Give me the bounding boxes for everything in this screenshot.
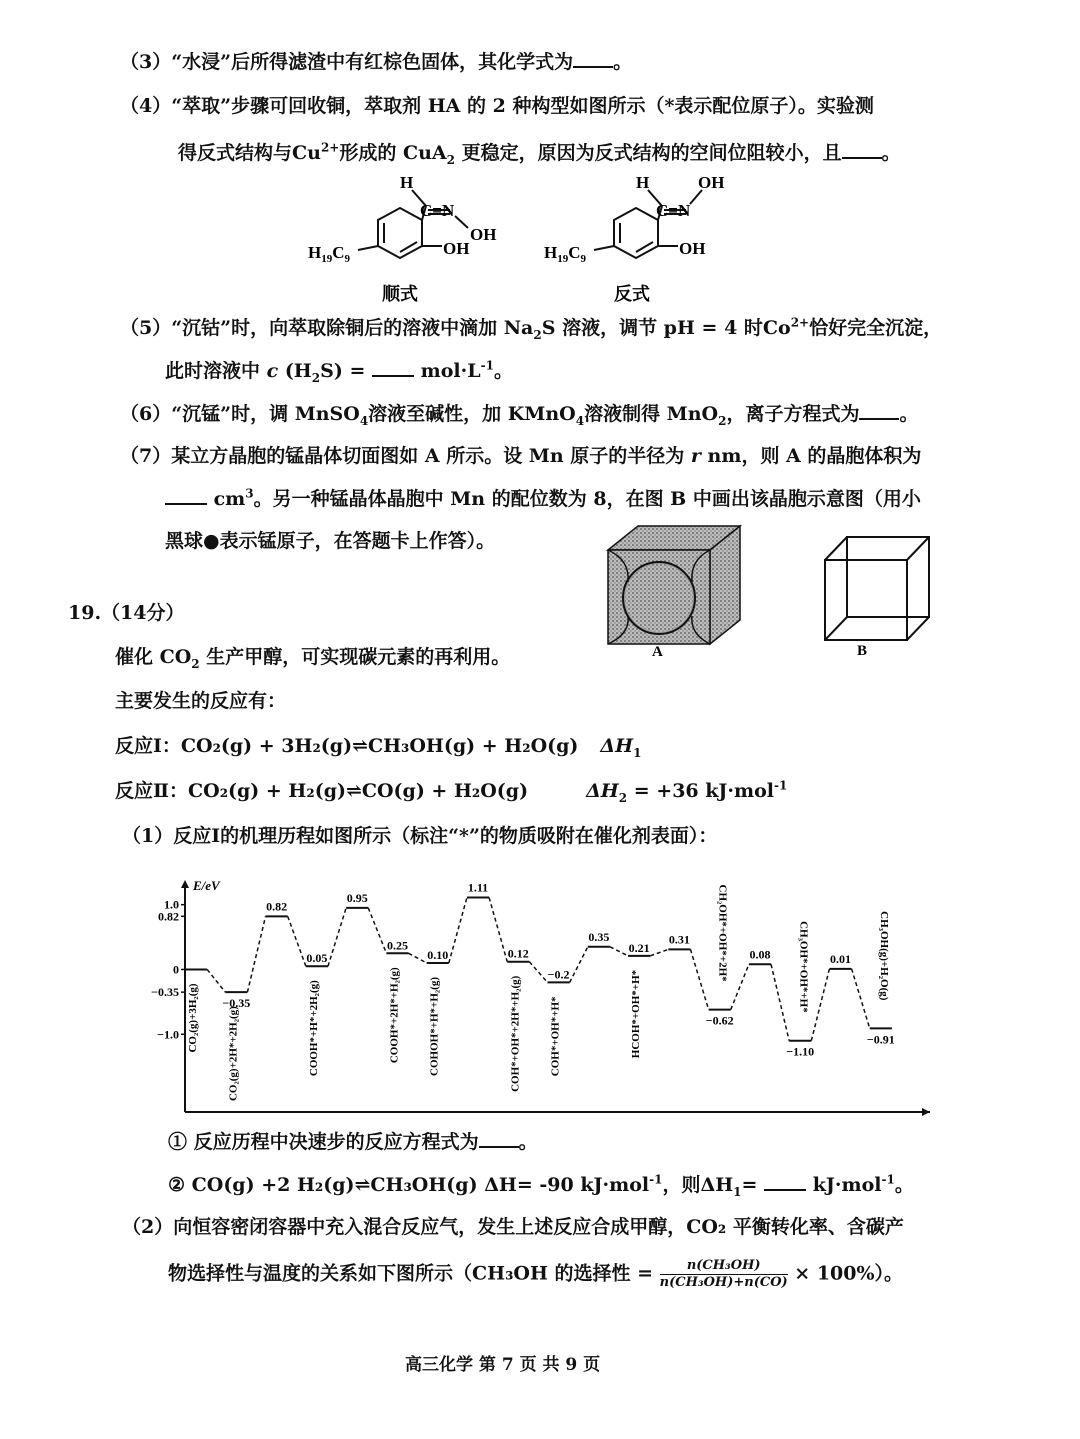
energy-value-label: 0.08 (749, 947, 771, 962)
question-7-line3 (165, 528, 495, 554)
energy-value-label: 0.31 (668, 932, 690, 947)
q3-end: 。 (613, 51, 633, 73)
q19-1-1-text: ① 反应历程中决速步的反应方程式为 (168, 1131, 479, 1153)
q4-text: （4）“萃取”步骤可回收铜，萃取剂 HA 的 2 种构型如图所示（*表示配位原子）。实验测 (120, 95, 874, 117)
species-label: COH*+OH*+2H*+H₂(g) (509, 975, 522, 1092)
fraction-numerator: n(CH₃OH) (660, 1258, 788, 1275)
ha-structures-figure (300, 168, 740, 308)
rxn1-dh-sub: 1 (633, 745, 642, 760)
energy-value-label: 1.11 (467, 880, 489, 895)
transition-connector (731, 964, 749, 1009)
species-label: COHOH*+H*+H₂(g) (428, 976, 441, 1076)
h-label-trans: H (636, 173, 650, 192)
cis-label: 顺式 (382, 284, 418, 304)
q3-text: （3）“水浸”后所得滤渣中有红棕色固体，其化学式为 (120, 51, 574, 73)
question-4-line2 (178, 139, 901, 166)
q7-text-e: 黑球●表示锰原子，在答题卡上作答）。 (165, 530, 496, 552)
rxn1-equation: CO₂(g) + 3H₂(g)⇌CH₃OH(g) + H₂O(g) (180, 735, 579, 757)
q19-1-2-b: ，则ΔH (662, 1174, 734, 1196)
species-label: COOH*+H*+2H₂(g) (307, 980, 320, 1077)
figure-a-label: A (652, 644, 663, 660)
x-axis-arrow (922, 1108, 930, 1116)
q5-unit-sup: -1 (480, 358, 494, 373)
energy-value-label: 0.82 (266, 899, 288, 914)
q19-1-2-d: kJ·mol (806, 1174, 882, 1196)
question-19-2-line2 (168, 1258, 903, 1291)
q4-text-b: 形成的 CuA (339, 142, 447, 164)
q19-1-1-end: 。 (518, 1131, 538, 1153)
cube-outline[interactable] (825, 537, 929, 640)
transition-connector (409, 953, 427, 963)
answer-blank (573, 48, 613, 68)
q5-unit: mol·L (414, 360, 481, 382)
q6-text-a: （6）“沉锰”时，调 MnSO (120, 403, 360, 425)
question-4-line1 (120, 93, 874, 119)
q7-text-a: （7）某立方晶胞的锰晶体切面图如 A 所示。设 Mn 原子的半径为 (120, 445, 691, 467)
q19-main: 主要发生的反应有： (115, 690, 287, 712)
q4-cu-charge: 2+ (320, 140, 340, 155)
q5-sub2: 2 (311, 370, 321, 385)
species-label: CH₃OH*+OH*+H* (797, 921, 810, 1013)
species-label: CO₂(g)+2H*+2H₂(g) (227, 1006, 240, 1102)
reaction-2 (115, 778, 787, 804)
q19-1-2-sub: 1 (733, 1184, 742, 1199)
question-19-2-line1 (122, 1214, 904, 1240)
rxn2-dh: ΔH (586, 780, 619, 802)
h-label: H (400, 173, 414, 192)
cn-label-trans: C=N (656, 201, 691, 220)
y-tick-label: 1.0 (164, 897, 179, 912)
answer-blank (479, 1128, 519, 1148)
alkyl-label: $H_{19}C_9$ (308, 243, 351, 265)
q5-co-charge: 2+ (790, 315, 810, 330)
question-5-line1 (120, 315, 942, 341)
question-19-1-2 (168, 1171, 914, 1198)
species-label: CO₂(g)+3H₂(g) (187, 983, 200, 1053)
rxn2-equation: CO₂(g) + H₂(g)⇌CO(g) + H₂O(g) (188, 780, 529, 802)
answer-blank (165, 485, 207, 505)
energy-profile-chart (130, 870, 940, 1120)
energy-value-label: −0.62 (705, 1013, 734, 1028)
energy-value-label: −0.35 (222, 996, 251, 1011)
q19-1-2-sup2: -1 (881, 1172, 895, 1187)
answer-blank (842, 139, 882, 159)
transition-connector (247, 916, 265, 992)
oh-label-2: OH (443, 239, 470, 258)
rxn2-value: = +36 kJ·mol (627, 780, 775, 802)
q6-sub-b: 4 (575, 413, 585, 428)
q5-c: c (266, 360, 279, 382)
q6-sub-a: 4 (359, 413, 369, 428)
energy-value-label: 0.01 (830, 951, 852, 966)
species-label: CH₂OH*+OH*+2H* (716, 884, 729, 982)
question-7-line2 (165, 485, 921, 512)
q19-intro-a: 催化 CO (115, 646, 192, 668)
figure-b-label: B (857, 643, 868, 659)
cn-label: C=N (420, 201, 455, 220)
transition-connector (207, 969, 225, 992)
transition-connector (368, 908, 386, 953)
q4-text-c: 更稳定，原因为反式结构的空间位阻较小，且 (455, 142, 842, 164)
reaction-1 (115, 733, 641, 759)
q19-1-2-end: 。 (894, 1174, 914, 1196)
energy-value-label: 0.95 (346, 890, 368, 905)
y-axis-label: E/eV (193, 878, 220, 893)
q6-text-b: 溶液至碱性，加 KMnO (368, 403, 576, 425)
q6-text-d: ，离子方程式为 (726, 403, 860, 425)
transition-connector (489, 898, 507, 962)
rxn2-sup: -1 (774, 778, 788, 793)
oh-label-trans: OH (698, 173, 725, 192)
q7-text-d: 。另一种锰晶体晶胞中 Mn 的配位数为 8，在图 B 中画出该晶胞示意图（用小 (253, 488, 921, 510)
q4-sub: 2 (446, 152, 455, 167)
transition-connector (288, 916, 306, 966)
rxn1-dh: ΔH (600, 735, 634, 757)
q5-text-b: S 溶液，调节 pH = 4 时Co (541, 317, 791, 339)
q6-sub-c: 2 (718, 413, 727, 428)
q7-r: r (690, 445, 701, 467)
crystal-figure-a (600, 520, 750, 660)
crystal-figure-b (815, 525, 945, 660)
species-label: CH₃OH(g)+H₂O(g) (877, 911, 890, 1001)
q7-text-b: nm，则 A 的晶胞体积为 (700, 445, 922, 467)
q5-text-c: 恰好完全沉淀， (809, 317, 943, 339)
fraction-denominator: n(CH₃OH)+n(CO) (659, 1275, 788, 1290)
q5-text-e: (H (278, 360, 312, 382)
oh-label: OH (470, 225, 497, 244)
q19-header: 19.（14分） (68, 602, 185, 624)
energy-value-label: 0.21 (628, 940, 650, 955)
question-19-main (115, 688, 286, 714)
energy-value-label: −1.10 (786, 1044, 815, 1059)
energy-value-label: 0.10 (427, 947, 449, 962)
q5-text-d: 此时溶液中 (165, 360, 267, 382)
oh-label-trans-2: OH (679, 239, 706, 258)
q7-text-c: cm (207, 488, 246, 510)
question-5-line2 (165, 357, 513, 384)
y-tick-label: 0 (173, 962, 179, 977)
question-3 (120, 48, 632, 75)
energy-value-label: −0.2 (547, 967, 570, 982)
rxn1-label: 反应Ⅰ： (115, 735, 181, 757)
energy-value-label: −0.91 (866, 1032, 895, 1047)
question-6 (120, 400, 918, 427)
question-19-1-1 (168, 1128, 538, 1155)
q5-text-a: （5）“沉钴”时，向萃取除铜后的溶液中滴加 Na (120, 317, 534, 339)
transition-connector (650, 949, 668, 955)
answer-blank (372, 357, 414, 377)
energy-value-label: 0.25 (386, 938, 408, 953)
answer-blank (764, 1171, 806, 1191)
q5-end: 。 (493, 360, 513, 382)
question-19-intro (115, 644, 510, 670)
transition-connector (328, 908, 346, 966)
q4-text-a: 得反式结构与Cu (178, 142, 321, 164)
q6-text-c: 溶液制得 MnO (584, 403, 719, 425)
transition-connector (690, 949, 708, 1009)
q4-end: 。 (881, 142, 901, 164)
y-axis-arrow (181, 880, 189, 888)
q7-sup: 3 (245, 486, 254, 501)
q5-sub: 2 (533, 327, 542, 342)
transition-connector (449, 898, 467, 963)
energy-value-label: 0.35 (588, 929, 610, 944)
q19-1-2-sup: -1 (649, 1172, 663, 1187)
alkyl-label-trans: $H_{19}C_9$ (544, 243, 587, 265)
species-label: COOH*+2H*+H₂(g) (388, 967, 401, 1064)
q19-intro-sub: 2 (191, 656, 200, 671)
rxn2-label: 反应Ⅱ： (115, 780, 189, 802)
y-tick-label: −0.35 (151, 985, 179, 1000)
transition-connector (811, 969, 829, 1041)
question-7-line1 (120, 443, 921, 469)
trans-label: 反式 (614, 284, 650, 304)
page-footer: 高三化学 第 7 页 共 9 页 (405, 1355, 601, 1375)
transition-connector (610, 947, 628, 956)
species-label: COH*+OH*+H* (549, 996, 562, 1077)
q19-intro-b: 生产甲醇，可实现碳元素的再利用。 (199, 646, 511, 668)
species-label: HCOH*+OH*+H* (630, 969, 643, 1059)
q5-text-f: S) = (320, 360, 372, 382)
question-19-header (68, 600, 185, 626)
q6-end: 。 (899, 403, 919, 425)
y-tick-label: 0.82 (158, 909, 179, 924)
selectivity-fraction (660, 1258, 788, 1291)
q19-1-2-a: ② CO(g) +2 H₂(g)⇌CH₃OH(g) ΔH= -90 kJ·mol (168, 1174, 650, 1196)
rxn2-dh-sub: 2 (618, 790, 628, 805)
q19-2-text-b: 物选择性与温度的关系如下图所示（CH₃OH 的选择性 = (168, 1262, 660, 1285)
answer-blank (859, 400, 899, 420)
transition-connector (771, 964, 789, 1040)
transition-connector (529, 962, 547, 983)
q19-1-2-c: = (741, 1174, 765, 1196)
energy-value-label: 0.12 (507, 946, 529, 961)
q19-2-text-a: （2）向恒容密闭容器中充入混合反应气，发生上述反应合成甲醇，CO₂ 平衡转化率、含碳产 (122, 1216, 904, 1238)
y-tick-label: −1.0 (157, 1027, 179, 1042)
q19-2-text-c: × 100%）。 (787, 1262, 904, 1285)
transition-connector (570, 947, 588, 983)
energy-value-label: 0.05 (306, 951, 328, 966)
q19-1-text: （1）反应Ⅰ的机理历程如图所示（标注“*”的物质吸附在催化剂表面）： (122, 825, 718, 847)
transition-connector (852, 969, 870, 1029)
question-19-1 (122, 823, 717, 849)
